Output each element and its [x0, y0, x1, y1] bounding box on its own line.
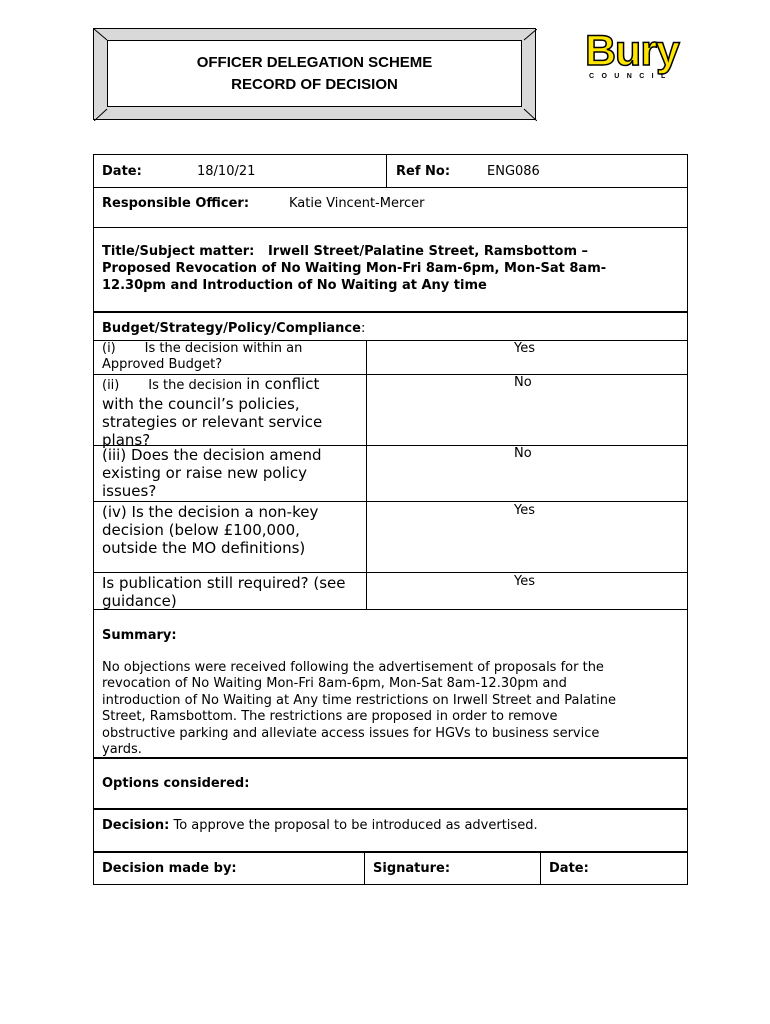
- officer-value: Katie Vincent-Mercer: [289, 196, 425, 211]
- divider: [366, 502, 367, 572]
- decision-label: Decision:: [102, 818, 170, 833]
- summary-line: obstructive parking and alleviate access issues for HGVs to business service: [102, 725, 600, 741]
- question-row-5: [93, 572, 688, 609]
- signature-label: Signature:: [373, 861, 451, 876]
- summary-line: No objections were received following the advertisement of proposals for the: [102, 660, 604, 675]
- budget-heading: [102, 321, 365, 336]
- decision-statement: [102, 818, 538, 833]
- options-row: [93, 757, 688, 808]
- question-1-line-1: (i) Is the decision within an: [102, 341, 303, 356]
- date-ref-row: [93, 154, 688, 187]
- signoff-date-label: Date:: [549, 861, 589, 876]
- budget-label: Budget/Strategy/Policy/Compliance: [102, 321, 361, 336]
- officer-label: Responsible Officer:: [102, 196, 250, 211]
- made-by-label: Decision made by:: [102, 861, 237, 876]
- question-3-line-1: (iii) Does the decision amend: [102, 446, 322, 464]
- question-row-2: [93, 374, 688, 449]
- subject-row: [93, 227, 688, 311]
- divider: [366, 446, 367, 501]
- officer-row: [93, 187, 688, 227]
- decision-form: [93, 154, 688, 885]
- question-1: [102, 341, 302, 373]
- summary-line: revocation of No Waiting Mon-Fri 8am-6pm, Mon-Sat 8am-12.30pm and: [102, 676, 567, 692]
- question-5-line-2: guidance): [102, 592, 177, 610]
- summary-line: introduction of No Waiting at Any time restrictions on Irwell Street and Palatine: [102, 692, 616, 708]
- logo-subtitle: COUNCIL: [589, 73, 673, 80]
- summary-label: Summary:: [102, 628, 177, 643]
- answer-5: Yes: [514, 574, 535, 589]
- question-3-line-3: issues?: [102, 482, 157, 500]
- question-4: [102, 503, 318, 557]
- question-2-line-4: plans?: [102, 431, 151, 449]
- question-2-line-2: with the council’s policies,: [102, 395, 300, 413]
- question-4-line-1: (iv) Is the decision a non-key: [102, 503, 319, 521]
- question-2-line-1b: in conflict: [246, 375, 320, 393]
- logo-word: Bury: [585, 27, 679, 75]
- title-line-2: RECORD OF DECISION: [231, 75, 398, 93]
- question-row-1: [93, 340, 688, 374]
- options-label: Options considered:: [102, 776, 250, 791]
- summary-line: yards.: [102, 742, 142, 758]
- subject-line-3: 12.30pm and Introduction of No Waiting at Any time: [102, 278, 487, 293]
- document-title: [107, 40, 522, 107]
- signoff-row: [93, 851, 688, 885]
- subject-line-1: Irwell Street/Palatine Street, Ramsbottom –: [267, 244, 589, 259]
- question-2-line-1a: (ii) Is the decision: [102, 378, 247, 393]
- question-3: [102, 446, 322, 500]
- answer-4: Yes: [514, 503, 535, 518]
- question-2-line-3: strategies or relevant service: [102, 413, 323, 431]
- answer-3: No: [514, 446, 532, 461]
- title-frame: [93, 28, 536, 120]
- question-row-3: [93, 445, 688, 501]
- question-row-4: [93, 501, 688, 572]
- question-2: [102, 375, 322, 449]
- divider: [540, 853, 541, 884]
- question-4-line-2: decision (below £100,000,: [102, 521, 300, 539]
- budget-row: [93, 311, 688, 340]
- summary-row: [93, 609, 688, 757]
- divider: [366, 375, 367, 445]
- divider: [386, 155, 387, 187]
- question-4-line-3: outside the MO definitions): [102, 539, 306, 557]
- date-value: 18/10/21: [197, 164, 256, 179]
- divider: [364, 853, 365, 884]
- question-5-line-1: Is publication still required? (see: [102, 574, 346, 592]
- question-1-line-2: Approved Budget?: [102, 357, 223, 372]
- subject-line-2: Proposed Revocation of No Waiting Mon-Fri 8am-6pm, Mon-Sat 8am-: [102, 261, 607, 276]
- divider: [366, 341, 367, 374]
- ref-value: ENG086: [487, 164, 540, 179]
- summary-text: [102, 660, 616, 758]
- divider: [366, 573, 367, 609]
- budget-colon: :: [360, 321, 366, 336]
- decision-row: [93, 808, 688, 851]
- question-5: [102, 574, 346, 610]
- summary-line: Street, Ramsbottom. The restrictions are proposed in order to remove: [102, 709, 558, 725]
- answer-2: No: [514, 375, 532, 390]
- subject-text: [102, 243, 606, 294]
- question-3-line-2: existing or raise new policy: [102, 464, 308, 482]
- decision-text: To approve the proposal to be introduced as advertised.: [169, 818, 538, 833]
- date-label: Date:: [102, 164, 142, 179]
- answer-1: Yes: [514, 341, 535, 356]
- subject-label: Title/Subject matter:: [102, 244, 255, 259]
- bury-council-logo: [585, 27, 709, 83]
- title-line-1: OFFICER DELEGATION SCHEME: [196, 53, 433, 71]
- ref-label: Ref No:: [396, 164, 451, 179]
